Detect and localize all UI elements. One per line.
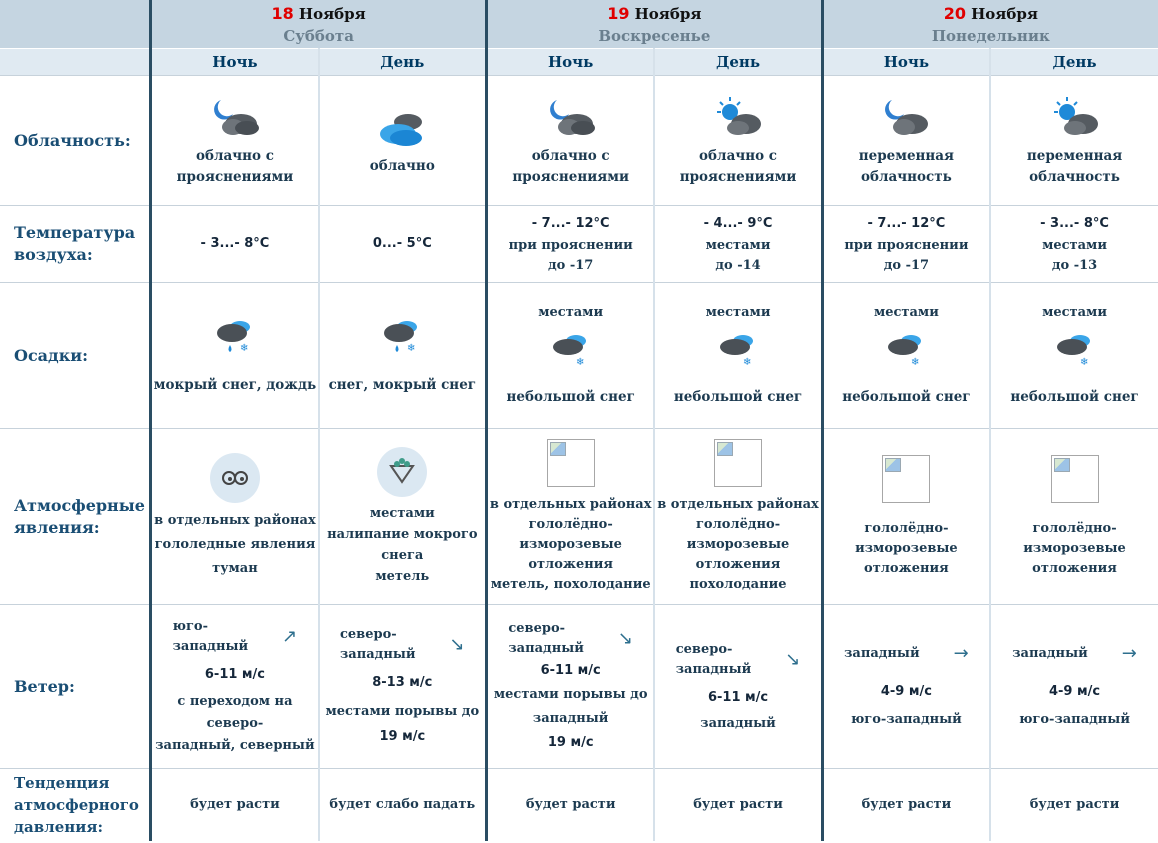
atm-cell — [990, 429, 1158, 605]
date-number: 18 — [271, 4, 294, 23]
pressure-cell: будет расти — [151, 769, 319, 841]
cloud-text: переменная облачность — [1026, 147, 1123, 185]
temp-note: при прояснении — [508, 238, 633, 253]
pressure-cell: будет расти — [487, 769, 655, 841]
arrow-southeast-icon: ↘ — [617, 627, 633, 649]
atm-text: в отдельных районах гололёдно- изморозевые отложения метель, похолодание — [489, 496, 652, 592]
date-header-row — [0, 0, 1158, 49]
cloud-row — [0, 76, 1158, 206]
wind-speed: 4-9 м/с — [880, 683, 932, 699]
weekday: Понедельник — [931, 27, 1050, 45]
wind-note: юго-западный — [1019, 711, 1130, 727]
cloud-cell — [822, 76, 990, 206]
cloud-text: облачно — [369, 158, 435, 174]
precip-note: местами — [873, 305, 939, 320]
atm-cell — [654, 429, 822, 605]
precip-note: местами — [705, 305, 771, 320]
fog-icon — [152, 453, 317, 503]
wind-direction: юго- западный ↗ — [172, 618, 298, 654]
broken-image-icon — [655, 439, 820, 487]
temp-note: до -17 — [883, 258, 930, 273]
temp-cell — [822, 206, 990, 283]
wind-cell — [487, 605, 655, 769]
wind-direction: северо- западный ↘ — [675, 641, 801, 677]
wind-note: западный — [700, 715, 776, 731]
cloud-cell — [990, 76, 1158, 206]
sleet-rain-icon — [152, 315, 317, 361]
temp-value: - 3...- 8°С — [1040, 216, 1109, 231]
wind-speed: 6-11 м/с — [540, 662, 601, 678]
light-snow-icon — [991, 329, 1158, 371]
day-part-row — [0, 49, 1158, 76]
moon-cloud-icon — [152, 94, 317, 146]
temp-value: - 7...- 12°С — [531, 216, 610, 231]
day-header-2 — [487, 0, 823, 49]
precip-text: небольшой снег — [506, 389, 635, 405]
temp-cell — [654, 206, 822, 283]
temp-value: 0...- 5°С — [372, 236, 432, 251]
temp-note: при прояснении — [844, 238, 969, 253]
cloud-cell — [151, 76, 319, 206]
day-part-night: Ночь — [487, 49, 655, 76]
precip-cell — [151, 283, 319, 429]
date-month: Ноября — [971, 5, 1038, 23]
precip-cell — [319, 283, 487, 429]
atm-text: гололёдно- изморозевые отложения — [1023, 520, 1126, 576]
pressure-cell: будет расти — [990, 769, 1158, 841]
atm-text: гололёдно- изморозевые отложения — [855, 520, 958, 576]
wind-speed: 8-13 м/с — [372, 674, 433, 690]
arrow-northeast-icon: ↗ — [282, 625, 298, 647]
precip-text: небольшой снег — [673, 389, 803, 405]
svg-text:❄: ❄ — [911, 357, 920, 368]
svg-text:❄: ❄ — [575, 357, 585, 368]
moon-cloud-icon — [824, 94, 989, 146]
cloud-cell — [319, 76, 487, 206]
precip-text: снег, мокрый снег — [328, 377, 477, 393]
precip-text: небольшой снег — [1010, 389, 1139, 405]
moon-cloud-icon — [488, 94, 653, 146]
precip-cell — [822, 283, 990, 429]
cloud-cell — [487, 76, 655, 206]
precip-row — [0, 283, 1158, 429]
wind-cell — [822, 605, 990, 769]
date-number: 20 — [943, 4, 967, 23]
atm-text: в отдельных районах гололедные явления туман — [154, 512, 316, 576]
precip-text: небольшой снег — [842, 389, 971, 405]
wet-snow-icon — [320, 447, 485, 497]
wind-note: местами порывы до западный 19 м/с — [493, 686, 648, 750]
cloud-text: облачно с прояснениями — [512, 147, 629, 185]
atm-label: Атмосферные явления: — [0, 429, 151, 605]
temp-note: до -17 — [548, 258, 594, 273]
weekday: Воскресенье — [598, 27, 711, 45]
wind-speed: 4-9 м/с — [1048, 683, 1101, 699]
day-part-night: Ночь — [151, 49, 319, 76]
svg-text:❄: ❄ — [743, 357, 752, 368]
cloud-cell — [654, 76, 822, 206]
precip-text: мокрый снег, дождь — [153, 377, 317, 393]
weekday: Суббота — [283, 27, 354, 45]
atm-row — [0, 429, 1158, 605]
day-part-day: День — [319, 49, 487, 76]
temp-cell — [319, 206, 487, 283]
temp-note: до -13 — [1051, 258, 1098, 273]
temp-cell — [151, 206, 319, 283]
header-corner — [0, 0, 151, 49]
precip-note: местами — [1042, 305, 1107, 320]
wind-label: Ветер: — [0, 605, 151, 769]
day-part-night: Ночь — [822, 49, 990, 76]
atm-text: в отдельных районах гололёдно- изморозевые отложения похолодание — [657, 496, 819, 592]
wind-direction: северо- западный ↘ — [508, 620, 633, 656]
atm-cell — [822, 429, 990, 605]
atm-cell — [151, 429, 319, 605]
date-number: 19 — [607, 4, 630, 23]
cloud-text: облачно с прояснениями — [679, 147, 797, 185]
temp-note: до -14 — [715, 258, 761, 273]
precip-cell — [487, 283, 655, 429]
pressure-cell: будет расти — [822, 769, 990, 841]
temp-note: местами — [1042, 238, 1107, 253]
pressure-label: Тенденция атмосферного давления: — [0, 769, 151, 841]
temp-cell — [487, 206, 655, 283]
wind-direction: западный → — [1012, 642, 1137, 664]
pressure-cell: будет расти — [654, 769, 822, 841]
temp-value: - 7...- 12°С — [867, 216, 946, 231]
broken-image-icon — [488, 439, 653, 487]
cloud-text: переменная облачность — [858, 147, 955, 185]
atm-cell — [487, 429, 655, 605]
temp-value: - 3...- 8°С — [200, 236, 270, 251]
precip-cell — [990, 283, 1158, 429]
broken-image-icon — [991, 455, 1158, 503]
temp-row — [0, 206, 1158, 283]
date-month: Ноября — [298, 5, 366, 23]
day-part-day: День — [654, 49, 822, 76]
wind-direction: западный → — [844, 642, 969, 664]
arrow-east-icon: → — [953, 642, 969, 664]
wind-note: с переходом на северо- западный, северный — [155, 693, 315, 753]
svg-text:❄: ❄ — [407, 343, 416, 354]
precip-label: Осадки: — [0, 283, 151, 429]
pressure-row — [0, 769, 1158, 841]
wind-cell — [990, 605, 1158, 769]
atm-cell — [319, 429, 487, 605]
svg-text:❄: ❄ — [1079, 357, 1088, 368]
light-snow-icon — [655, 329, 820, 371]
wind-note: местами порывы до 19 м/с — [325, 703, 480, 744]
day-header-1 — [151, 0, 487, 49]
sun-cloud-icon — [655, 94, 820, 146]
cloudy-icon — [320, 104, 485, 156]
light-snow-icon — [488, 329, 653, 371]
wind-direction: северо- западный ↘ — [340, 626, 465, 662]
header-corner — [0, 49, 151, 76]
temp-label: Температура воздуха: — [0, 206, 151, 283]
precip-note: местами — [538, 305, 604, 320]
wind-cell — [654, 605, 822, 769]
wind-cell — [319, 605, 487, 769]
precip-cell — [654, 283, 822, 429]
day-header-3 — [822, 0, 1158, 49]
arrow-east-icon: → — [1121, 642, 1137, 664]
wind-row — [0, 605, 1158, 769]
wind-cell — [151, 605, 319, 769]
snow-sleet-icon — [320, 315, 485, 361]
arrow-southeast-icon: ↘ — [785, 648, 801, 670]
day-part-day: День — [990, 49, 1158, 76]
temp-cell — [990, 206, 1158, 283]
cloud-label: Облачность: — [0, 76, 151, 206]
wind-note: юго-западный — [850, 711, 962, 727]
atm-text: местами налипание мокрого снега метель — [327, 505, 478, 584]
broken-image-icon — [824, 455, 989, 503]
wind-speed: 6-11 м/с — [204, 666, 266, 682]
svg-text:❄: ❄ — [239, 343, 249, 354]
light-snow-icon — [824, 329, 989, 371]
temp-value: - 4...- 9°С — [703, 216, 773, 231]
temp-note: местами — [705, 238, 771, 253]
arrow-southeast-icon: ↘ — [449, 633, 465, 655]
pressure-cell: будет слабо падать — [319, 769, 487, 841]
date-month: Ноября — [634, 5, 702, 23]
cloud-text: облачно с прояснениями — [176, 147, 294, 185]
sun-cloud-icon — [991, 94, 1158, 146]
wind-speed: 6-11 м/с — [707, 689, 769, 705]
